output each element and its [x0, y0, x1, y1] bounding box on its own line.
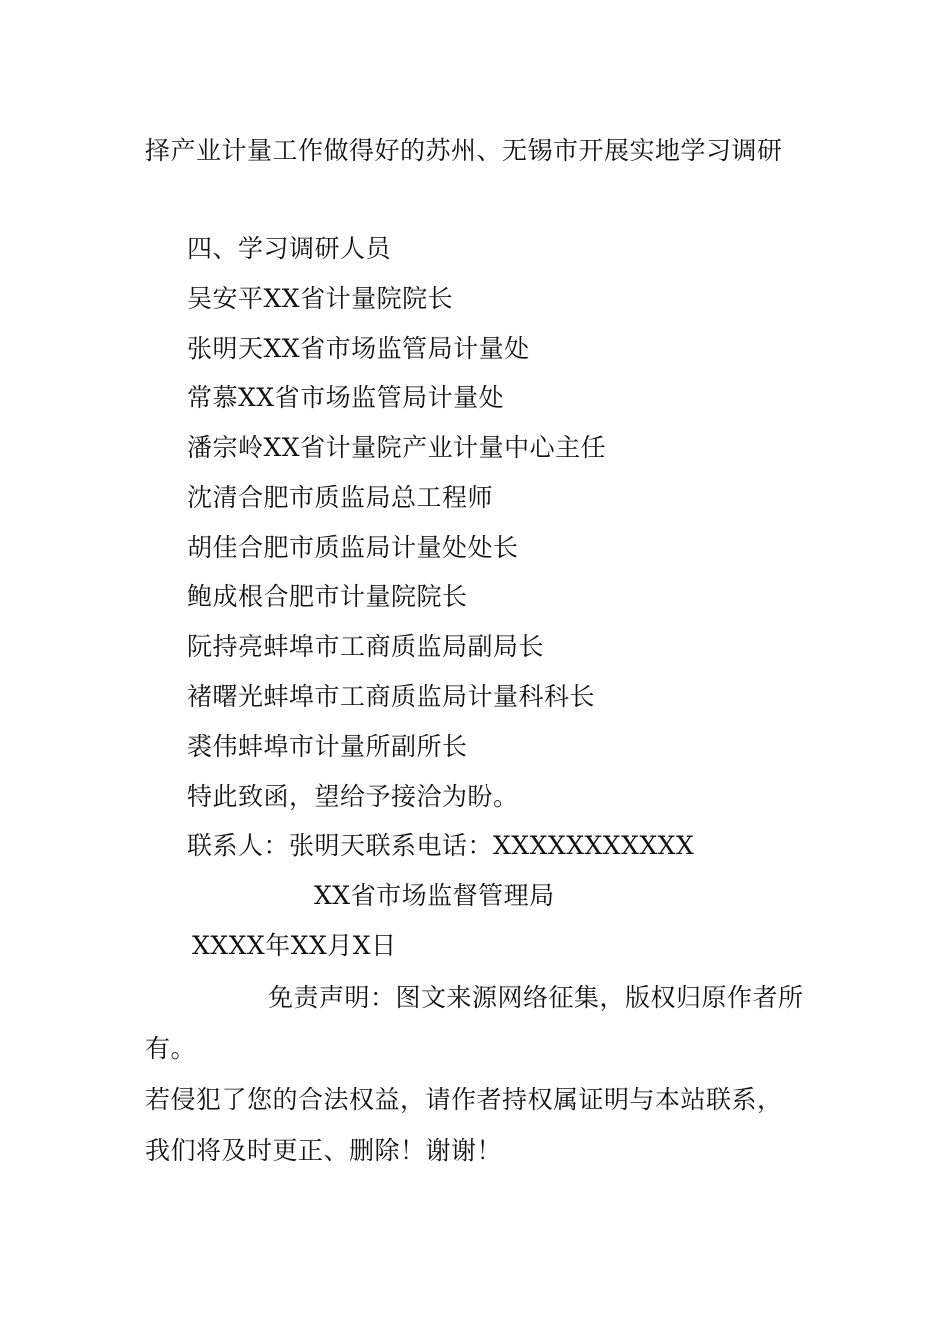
personnel-item: 褚曙光蚌埠市工商质监局计量科科长 [187, 682, 596, 711]
signature-date: XXXX年XX月X日 [192, 931, 397, 960]
personnel-item: 胡佳合肥市质监局计量处处长 [187, 533, 519, 562]
personnel-item: 阮持亮蚌埠市工商质监局副局长 [187, 632, 545, 661]
personnel-item: 沈清合肥市质监局总工程师 [187, 483, 494, 512]
disclaimer-line: 我们将及时更正、删除！谢谢！ [145, 1136, 503, 1165]
disclaimer-line: 若侵犯了您的合法权益，请作者持权属证明与本站联系， [145, 1085, 783, 1114]
personnel-item: 常慕XX省市场监管局计量处 [187, 383, 505, 412]
disclaimer-line: 免责声明：图文来源网络征集，版权归原作者所 [268, 983, 804, 1012]
personnel-item: 裘伟蚌埠市计量所副所长 [187, 732, 468, 761]
disclaimer-line: 有。 [145, 1034, 197, 1063]
contact-line: 联系人：张明天联系电话：XXXXXXXXXXX [187, 831, 695, 860]
intro-line: 择产业计量工作做得好的苏州、无锡市开展实地学习调研 [145, 136, 783, 165]
personnel-item: 张明天XX省市场监管局计量处 [187, 334, 530, 363]
personnel-item: 鲍成根合肥市计量院院长 [187, 582, 468, 611]
personnel-item: 吴安平XX省计量院院长 [187, 284, 454, 313]
section-heading: 四、学习调研人员 [187, 234, 392, 263]
signature-org: XX省市场监督管理局 [314, 881, 555, 910]
personnel-item: 潘宗岭XX省计量院产业计量中心主任 [187, 433, 607, 462]
closing-line: 特此致函，望给予接洽为盼。 [187, 782, 519, 811]
